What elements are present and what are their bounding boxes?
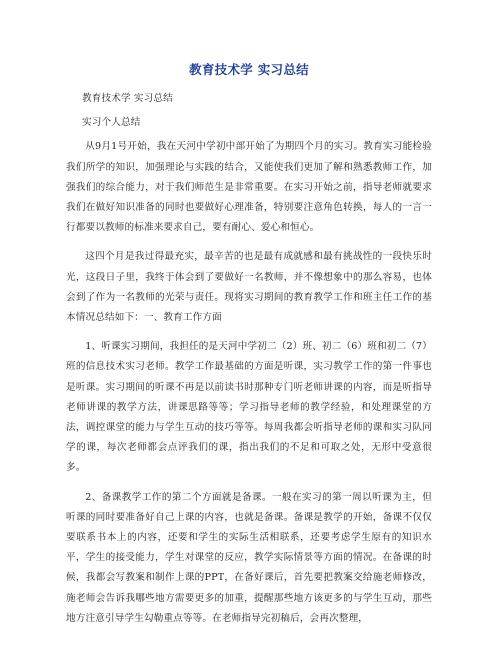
paragraph-preparation — [66, 488, 432, 629]
paragraph-text: 这四个月是我过得最充实，最辛苦的也是最有成就感和最有挑战性的一段快乐时光，这段日子里，我终于体会到了要做好一名教师，并不像想象中的那么容易，也体会到了作为一名教师的光荣与责任。现将实习期间的教育教学工作和班主任工作的基本情况总结如下：一、教育工作方面 — [66, 251, 432, 324]
document-subtitle: 教育技术学 实习总结 — [82, 93, 173, 104]
document-title: 教育技术学 实习总结 — [189, 62, 309, 77]
paragraph-reflection — [66, 247, 432, 328]
section-label: 实习个人总结 — [82, 117, 141, 129]
paragraph-text: 从9月1号开始，我在天河中学初中部开始了为期四个月的实习。教育实习能检验我们所学的知识，加强理论与实践的结合，又能使我们更加了解和熟悉教师工作，加强我们的综合能力，对于我们师范生是非常重要。在实习开始之前，指导老师就要求我们在做好知识准备的同时也要做好心理准备，特别要注意角色转换，每人的一言一行都要以教师的标准来要求自己，要有耐心、爱心和恒心。 — [66, 141, 432, 234]
paragraph-text: 2、备课教学工作的第二个方面就是备课。一般在实习的第一周以听课为主，但听课的同时要准备好自己上课的内容，也就是备课。备课是教学的开始，备课不仅仅要联系书本上的内容，还要和学生的实际生活相联系，还要考虑学生原有的知识水平，学生的接受能力，学生对课堂的反应，教学实际情景等方面的情况。在备课的时候，我都会写教案和制作上课的PPT，在备好课后，首先要把教案交给施老师修改，施老师会告诉我哪些地方需要更多的加重，提醒那些地方该更多的与学生互动，那些地方注意引导学生勾勒重点等等。在老师指导完初稿后，会再次整理， — [66, 491, 432, 624]
paragraph-observation — [66, 337, 432, 478]
paragraph-intro — [66, 137, 432, 238]
paragraph-text: 1、听课实习期间，我担任的是天河中学初二（2）班、初二（6）班和初二（7）班的信息技术实习老师。教学工作最基础的方面是听课，实习教学工作的第一件事也是听课。实习期间的听课不再是以前读书时那种专门听老师讲课的内容，而是听指导老师讲课的教学方法，讲课思路等等；学习指导老师的教学经验，和处理课堂的方法，调控课堂的能力与学生互动的技巧等等。每周我都会听指导老师的课和实习队同学的课，每次老师都会点评我们的课，指出我们的不足和可取之处，无形中受意很多。 — [66, 341, 432, 474]
